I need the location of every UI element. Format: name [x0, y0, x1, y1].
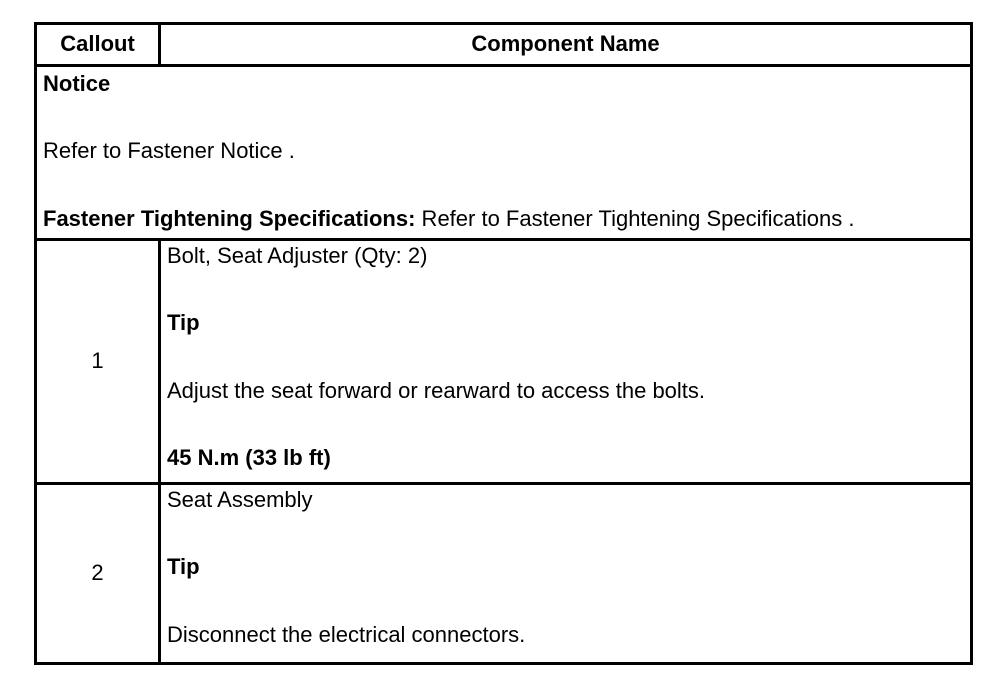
component-row-1	[161, 241, 970, 485]
tip-text: Adjust the seat forward or rearward to access the bolts.	[167, 377, 706, 403]
header-component-name: Component Name	[161, 25, 970, 67]
notice-title: Notice	[43, 71, 111, 96]
header-callout: Callout	[37, 25, 161, 67]
torque-spec: 45 N.m (33 lb ft)	[167, 445, 331, 471]
tip-text: Disconnect the electrical connectors.	[167, 621, 526, 647]
component-table	[34, 22, 973, 665]
fastener-spec-line	[43, 206, 970, 232]
fastener-spec-text: Refer to Fastener Tightening Specifications .	[415, 205, 855, 231]
fastener-spec-label: Fastener Tightening Specifications:	[43, 205, 416, 231]
component-name: Seat Assembly	[167, 487, 313, 512]
callout-2: 2	[37, 485, 161, 662]
tip-label: Tip	[167, 554, 200, 580]
component-name: Bolt, Seat Adjuster (Qty: 2)	[167, 243, 428, 268]
callout-1: 1	[37, 241, 161, 485]
component-row-2	[161, 485, 970, 662]
notice-text: Refer to Fastener Notice .	[43, 138, 295, 164]
notice-block	[37, 67, 970, 241]
tip-label: Tip	[167, 310, 200, 336]
